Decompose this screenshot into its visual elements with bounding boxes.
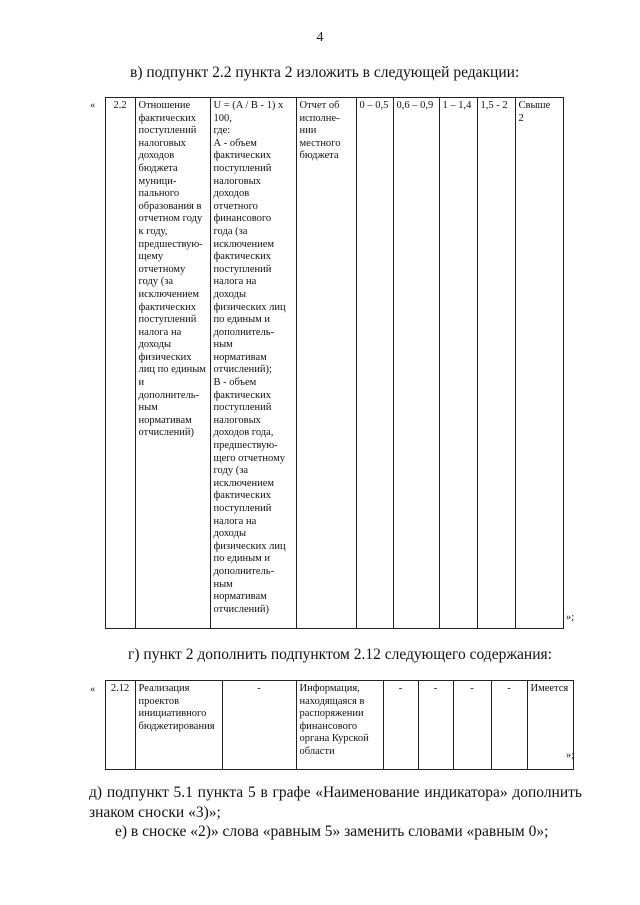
indicator-name-cell: Отношение фактических поступлений налоговых доходов бюджета муници- пального образования в отчетном году к году, предшествую- щему отчетному году (за исключением фактических поступлений налога на доходы физических лиц по единым и дополнитель- ным нормативам отчислений) [135, 98, 210, 629]
paragraph-d: д) подпункт 5.1 пункта 5 в графе «Наименование индикатора» дополнить знаком сноски «3)»; [89, 784, 582, 821]
paragraph-v: в) подпункт 2.2 пункта 2 изложить в следующей редакции: [130, 64, 520, 81]
indicator-table-2-12 [83, 680, 574, 770]
row-number-cell: 2.2 [105, 98, 135, 629]
quote-cell [83, 681, 105, 770]
page-number: 4 [316, 30, 324, 45]
range-cell-3: 1 – 1,4 [439, 98, 477, 629]
paragraph-g: г) пункт 2 дополнить подпунктом 2.12 следующего содержания: [128, 646, 552, 663]
quote-cell [83, 98, 105, 629]
range-cell-5: Свыше 2 [515, 98, 563, 629]
indicator-table-2-2 [83, 97, 564, 629]
formula-cell: - [222, 681, 296, 770]
table-row [83, 98, 563, 629]
table1-open-quote: « [90, 100, 96, 111]
indicator-name-cell: Реализация проектов инициативного бюджетирования [135, 681, 222, 770]
formula-cell: U = (A / B - 1) х 100, где: А - объем фактических поступлений налоговых доходов отчетного финансового года (за исключением фактических поступлений налога на доходы физических лиц по единым и дополнитель- ным нормативам отчислений); В - объем фактических поступлений налоговых доходов года, предшествую- щего отчетному году (за исключением фактических поступлений налога на доходы физических лиц по единым и дополнитель- ным нормативам отчислений) [210, 98, 296, 629]
range-cell-3: - [453, 681, 491, 770]
range-cell-4: 1,5 - 2 [477, 98, 515, 629]
range-cell-4: - [491, 681, 527, 770]
row-number-cell: 2.12 [105, 681, 135, 770]
table-row [83, 681, 573, 770]
table1-close-quote: »; [566, 612, 575, 623]
source-cell: Отчет об исполне- нии местного бюджета [296, 98, 356, 629]
table2-open-quote: « [90, 684, 96, 695]
table2-close-quote: »; [566, 750, 575, 761]
paragraph-e: е) в сноске «2)» слова «равным 5» заменить словами «равным 0»; [115, 823, 549, 840]
range-cell-1: 0 – 0,5 [356, 98, 393, 629]
source-cell: Информация, находящаяся в распоряжении финансового органа Курской области [296, 681, 383, 770]
range-cell-5: Имеется [527, 681, 573, 770]
range-cell-2: 0,6 – 0,9 [393, 98, 439, 629]
range-cell-1: - [383, 681, 418, 770]
range-cell-2: - [418, 681, 453, 770]
